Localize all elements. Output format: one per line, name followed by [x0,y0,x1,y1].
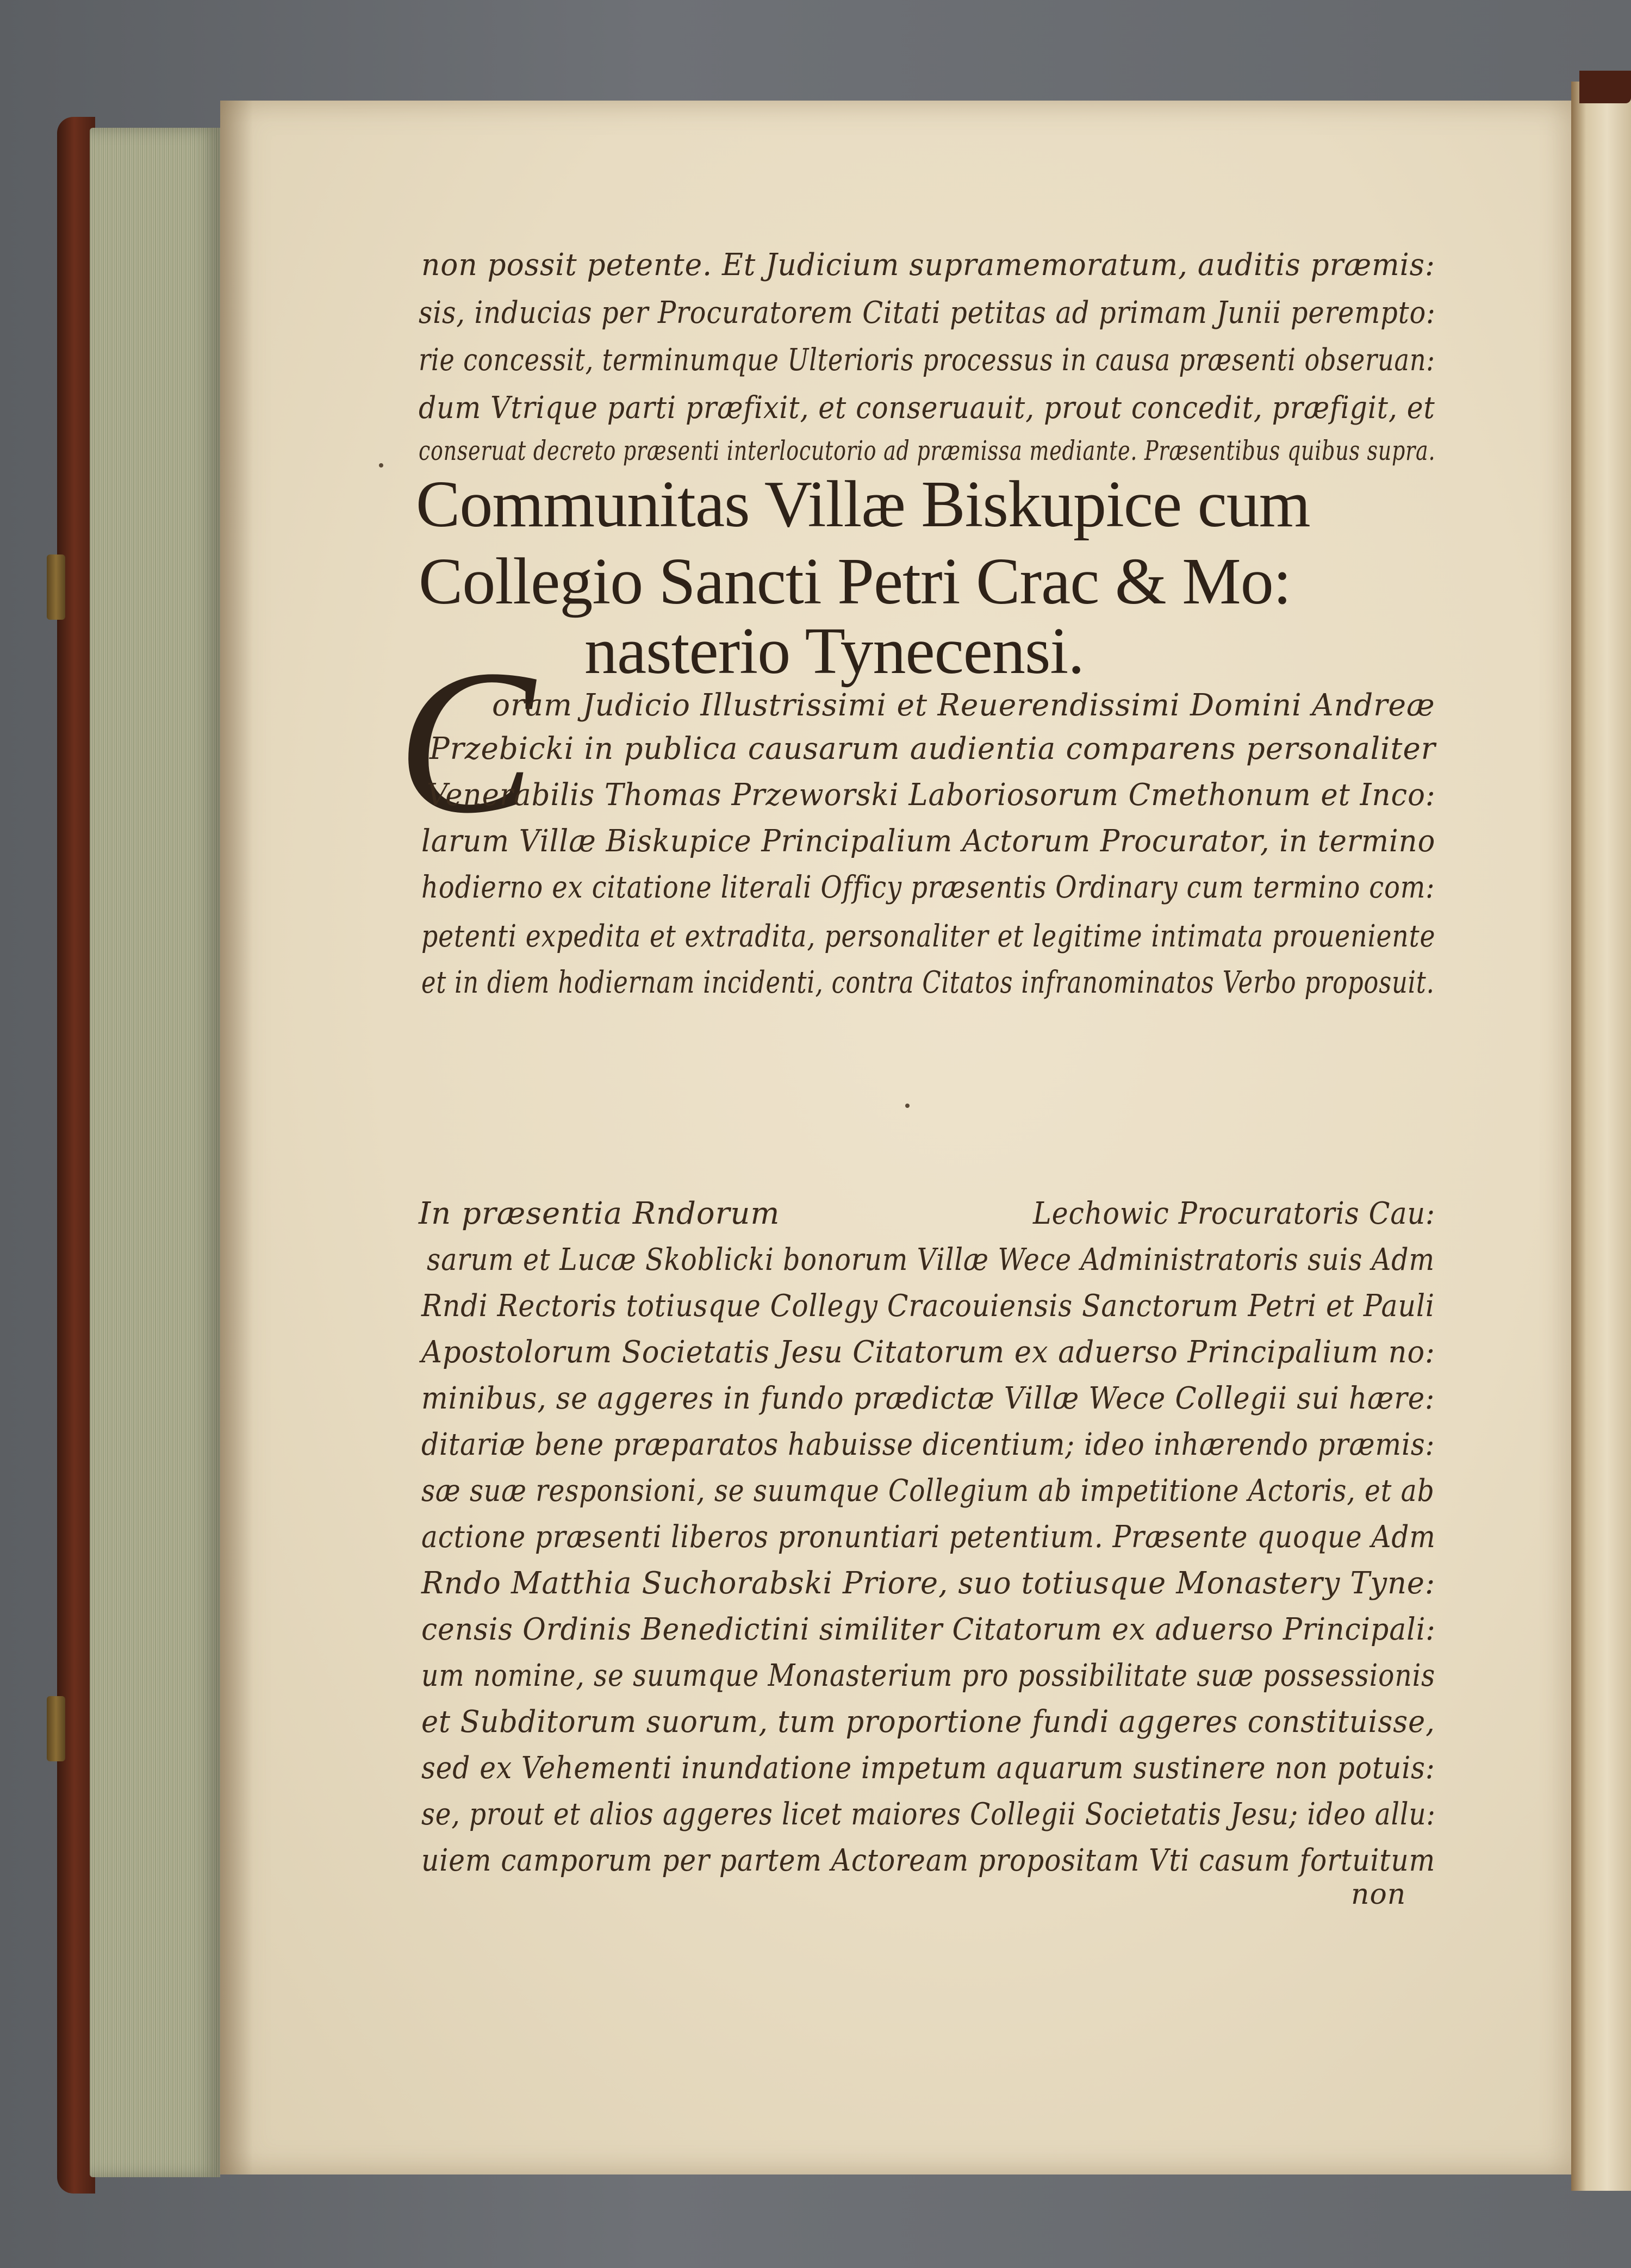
drop-cap: C [397,627,535,856]
text-line: Rndi Rectoris totiusque Collegy Cracouiensis Sanctorum Petri et Pauli [421,1288,1435,1324]
text-line: Rndo Matthia Suchorabski Priore, suo totiusque Monastery Tyne: [421,1566,1436,1601]
heading-line: Communitas Villæ Biskupice cum [416,468,1310,541]
text-line: oram Judicio Illustrissimi et Reuerendissimi Domini Andreæ [492,688,1435,723]
text-line: minibus, se aggeres in fundo prædictæ Villæ Wece Collegii sui hære: [421,1381,1435,1416]
text-line: Apostolorum Societatis Jesu Citatorum ex aduerso Principalium no: [421,1335,1435,1370]
text-line: sed ex Vehementi inundatione impetum aquarum sustinere non potuis: [421,1750,1435,1786]
heading-line: Collegio Sancti Petri Crac & Mo: [419,545,1291,618]
text-line: Przebicki in publica causarum audientia comparens personaliter [429,731,1436,767]
text-line: se, prout et alios aggeres licet maiores Collegii Societatis Jesu; ideo allu: [421,1797,1436,1832]
text-line: et Subditorum suorum, tum proportione fundi aggeres constituisse, [421,1704,1435,1740]
text-line: censis Ordinis Benedictini similiter Citatorum ex aduerso Principali: [421,1612,1436,1647]
text-line: conseruat decreto præsenti interlocutorio ad præmissa mediante. Præsentibus quibus supra. [419,435,1436,466]
text-line: sarum et Lucæ Skoblicki bonorum Villæ Wece Administratoris suis Adm [427,1242,1435,1278]
book-cover-right [1579,71,1631,103]
book-clasp-lower [47,1696,65,1761]
text-line: uiem camporum per partem Actoream propositam Vti casum fortuitum [421,1843,1436,1878]
gutter-shadow [220,101,253,2174]
text-line: petenti expedita et extradita, personaliter et legitime intimata proueniente [421,919,1436,954]
text-line: larum Villæ Biskupice Principalium Actorum Procurator, in termino [421,824,1436,859]
text-line: hodierno ex citatione literali Officy præsentis Ordinary cum termino com: [421,870,1435,905]
text-line: sis, inducias per Procuratorem Citati petitas ad primam Junii perempto: [419,295,1436,331]
text-line: um nomine, se suumque Monasterium pro possibilitate suæ possessionis [421,1658,1436,1693]
text-line: sæ suæ responsioni, se suumque Collegium ab impetitione Actoris, et ab [421,1473,1435,1509]
catchword: non [1351,1878,1406,1911]
text-line: In præsentia Rndorum [419,1196,780,1231]
text-line: Lechowic Procuratoris Cau: [1033,1196,1436,1231]
margin-dot [379,463,383,468]
text-line: et in diem hodiernam incidenti, contra Citatos infranominatos Verbo proposuit. [421,965,1435,1000]
book-clasp-upper [47,554,65,620]
text-line: rie concessit, terminumque Ulterioris processus in causa præsenti obseruan: [419,342,1435,378]
page-block-edges [90,128,220,2177]
text-line: dum Vtrique parti præfixit, et conseruauit, prout concedit, præfigit, et [419,390,1435,426]
margin-dot [905,1104,910,1108]
text-line: ditariæ bene præparatos habuisse dicentium; ideo inhærendo præmis: [421,1427,1435,1462]
heading-line: nasterio Tynecensi. [584,614,1084,688]
text-line: actione præsenti liberos pronuntiari petentium. Præsente quoque Adm [421,1519,1436,1555]
facing-page-edge [1571,82,1631,2191]
text-line: non possit petente. Et Judicium supramemoratum, auditis præmis: [421,247,1435,283]
text-line: Venerabilis Thomas Przeworski Laboriosorum Cmethonum et Inco: [427,777,1436,813]
